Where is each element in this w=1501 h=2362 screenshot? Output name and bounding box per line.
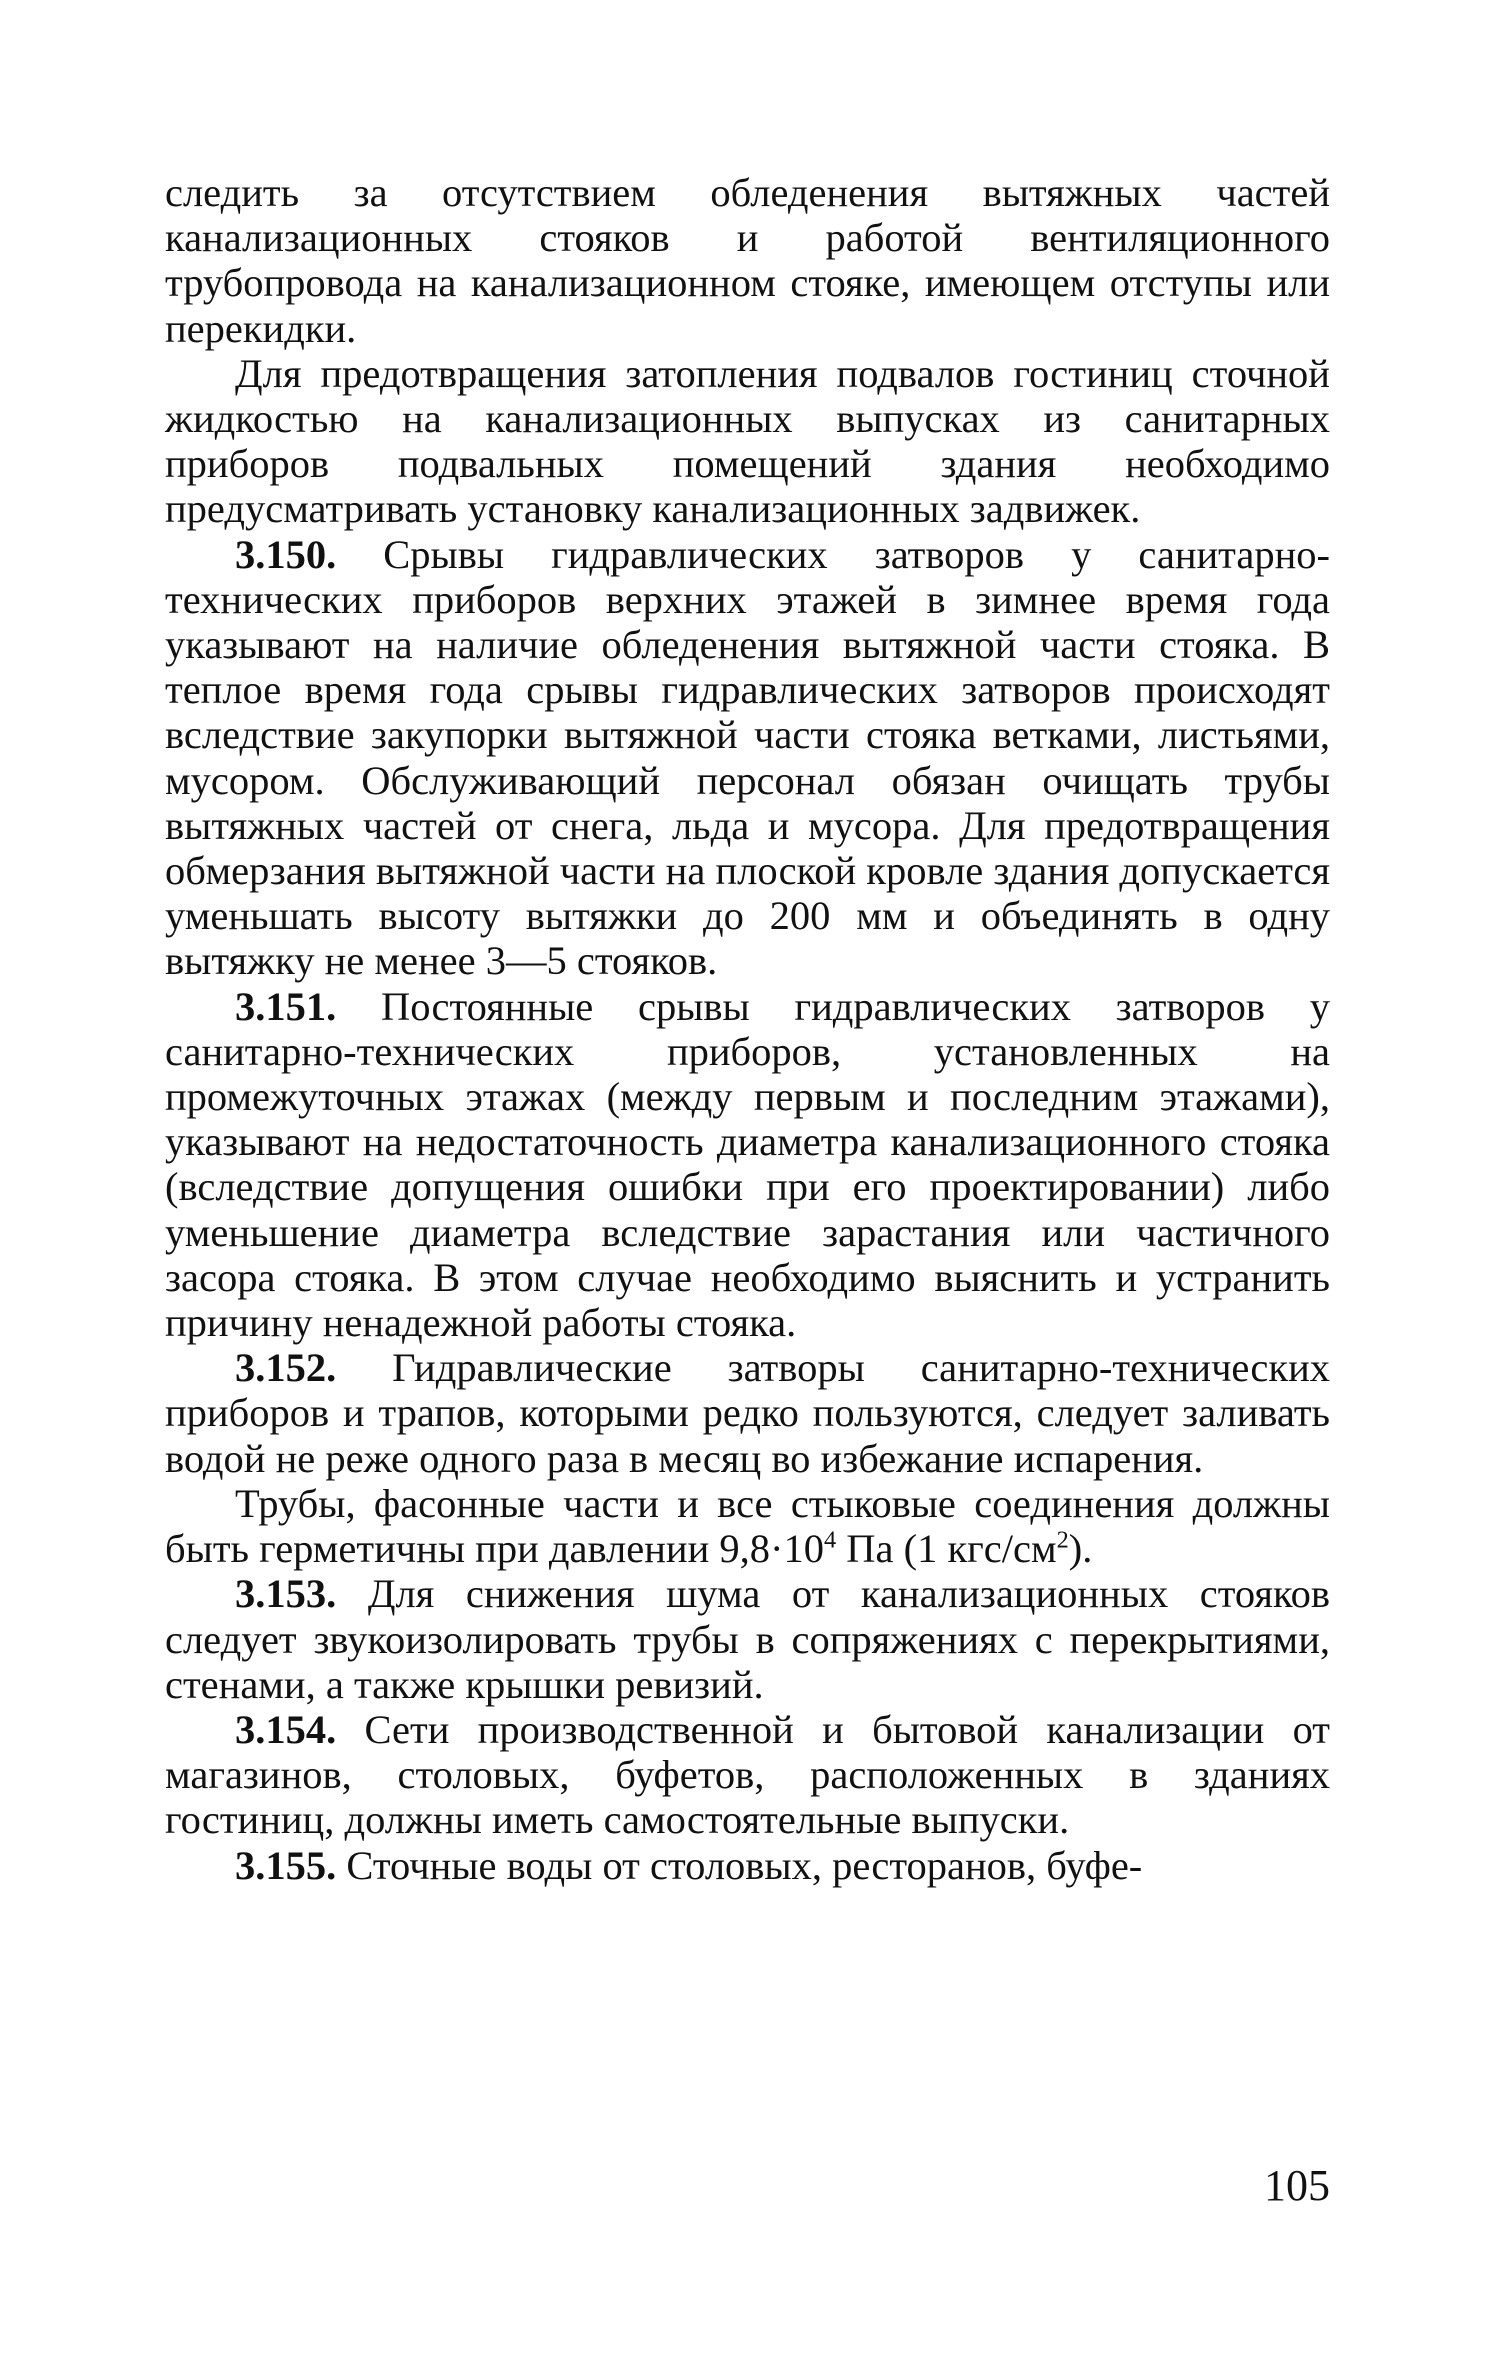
paragraph-text: ).: [1068, 1526, 1093, 1572]
section-number: 3.150.: [235, 531, 337, 577]
paragraph-3-154: [165, 1707, 1330, 1843]
section-number: 3.151.: [235, 983, 337, 1029]
section-number: 3.152.: [235, 1345, 337, 1391]
superscript-exponent: 2: [1056, 1526, 1069, 1554]
section-number: 3.153.: [235, 1571, 337, 1617]
paragraph-3-153: [165, 1571, 1330, 1707]
paragraph-text: Гидравлические затворы санитарно-технических приборов и трапов, которыми редко пользуются, следует заливать водой не реже одного раза в месяц во избежание испарения.: [165, 1345, 1330, 1481]
paragraph-text: Сточные воды от столовых, ресторанов, буфе-: [346, 1842, 1143, 1888]
section-number: 3.155.: [235, 1842, 337, 1888]
paragraph-continuation: [165, 170, 1330, 351]
paragraph-3-151: [165, 984, 1330, 1346]
paragraph-cellar-flooding: [165, 351, 1330, 532]
paragraph-text: Для снижения шума от канализационных стояков следует звукоизолировать трубы в сопряжениях с перекрытиями, стенами, а также крышки ревизий.: [165, 1571, 1330, 1707]
paragraph-3-150: [165, 532, 1330, 984]
paragraph-text: Постоянные срывы гидравлических затворов у санитарно-технических приборов, установленных на промежуточных этажах (между первым и последним этажами), указывают на недостаточность диаметра канализационного стояка (вследствие допущения ошибки при его проектировании) либо уменьшение диаметра вследствие зарастания или частичного засора стояка. В этом случае необходимо выяснить и устранить причину ненадежной работы стояка.: [165, 983, 1330, 1346]
paragraph-text: Трубы, фасонные части и все стыковые соединения должны быть герметичны при давлении 9,8·10: [165, 1480, 1330, 1572]
paragraph-3-152: [165, 1345, 1330, 1481]
paragraph-text: Для предотвращения затопления подвалов гостиниц сточной жидкостью на канализационных выпусках из санитарных приборов подвальных помещений здания необходимо предусматривать установку канализационных задвижек.: [165, 350, 1330, 532]
paragraph-text: Па (1 кгс/см: [836, 1526, 1057, 1572]
paragraph-text: Сети производственной и бытовой канализации от магазинов, столовых, буфетов, расположенных в зданиях гостиниц, должны иметь самостоятельные выпуски.: [165, 1706, 1330, 1843]
paragraph-text: следить за отсутствием обледенения вытяжных частей канализационных стояков и работой вентиляционного трубопровода на канализационном стояке, имеющем отступы или перекидки.: [165, 170, 1330, 351]
paragraph-text: Срывы гидравлических затворов у санитарно-технических приборов верхних этажей в зимнее время года указывают на наличие обледенения вытяжной части стояка. В теплое время года срывы гидравлических затворов происходят вследствие закупорки вытяжной части стояка ветками, листьями, мусором. Обслуживающий персонал обязан очищать трубы вытяжных частей от снега, льда и мусора. Для предотвращения обмерзания вытяжной части на плоской кровле здания допускается уменьшать высоту вытяжки до 200 мм и объединять в одну вытяжку не менее 3—5 стояков.: [165, 531, 1331, 984]
section-number: 3.154.: [235, 1706, 337, 1752]
superscript-exponent: 4: [824, 1526, 837, 1554]
body-text: [165, 170, 1330, 1888]
paragraph-pressure: [165, 1481, 1330, 1571]
paragraph-3-155: [165, 1843, 1330, 1888]
page-number: 105: [1264, 2161, 1330, 2210]
